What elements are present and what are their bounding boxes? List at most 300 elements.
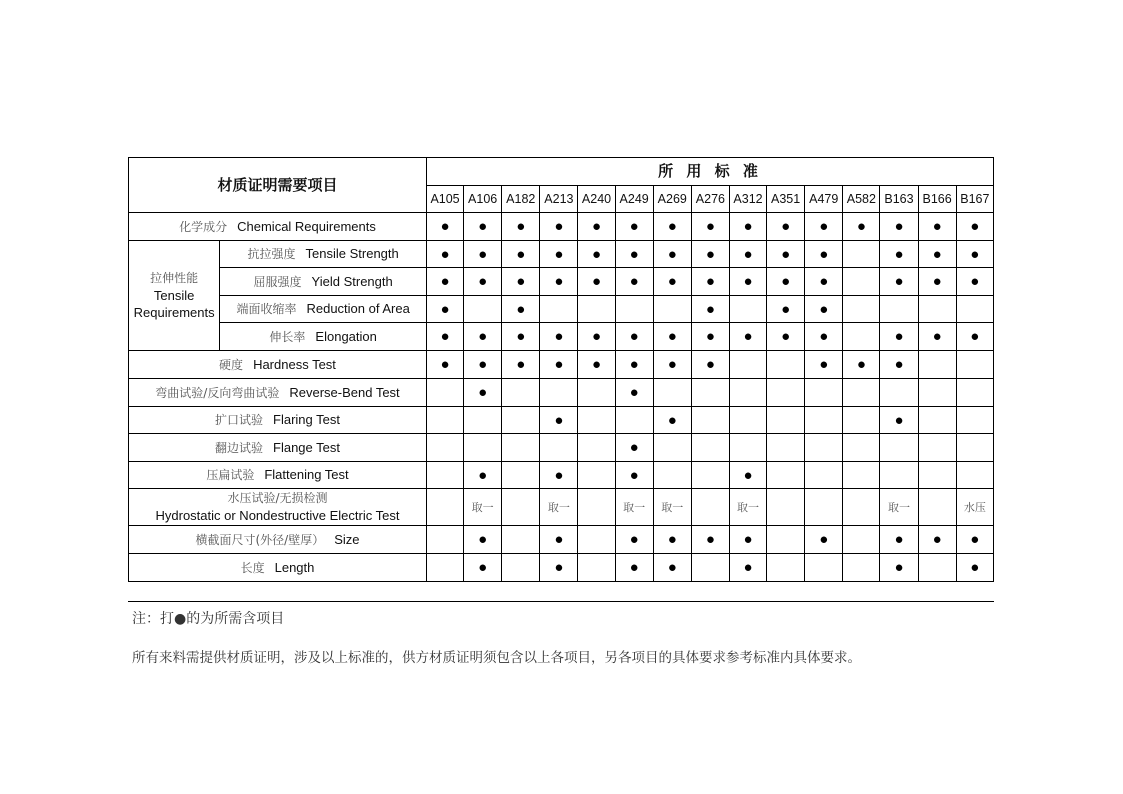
requirement-cell [691,379,729,407]
table-row [129,554,994,582]
requirement-cell [615,462,653,489]
requirement-cell [918,241,956,268]
row-label [129,526,427,554]
required-dot: ● [894,328,904,345]
requirement-cell [918,462,956,489]
table-row [129,462,994,489]
requirement-cell [843,462,880,489]
requirement-cell [615,268,653,296]
cell-text: 取一 [547,501,570,514]
row-label-cn: 化学成分 [179,219,228,234]
standards-header: 所 用 标 准 [426,158,993,186]
requirement-cell [805,213,843,241]
row-label-cn: 水压试验/无损检测 [227,491,328,505]
requirement-cell [502,268,540,296]
requirement-cell [918,268,956,296]
requirement-cell [805,489,843,526]
requirement-cell [805,351,843,379]
cell-text: 取一 [623,501,646,514]
requirement-cell [805,462,843,489]
requirement-cell [540,526,578,554]
required-dot: ● [705,245,715,263]
requirement-cell [918,323,956,351]
row-label-en: Chemical Requirements [237,218,376,234]
required-dot: ● [705,273,715,290]
standard-header-cell: A240 [578,186,615,213]
row-label-en: Flange Test [273,439,340,455]
required-dot: ● [629,531,639,548]
standard-header-cell: A105 [426,186,463,213]
requirement-cell [918,434,956,462]
required-dot: ● [932,328,942,345]
requirement-cell [805,268,843,296]
standard-header-cell: A249 [615,186,653,213]
required-dot: ● [440,300,450,318]
required-dot: ● [819,218,829,235]
requirement-cell [540,268,578,296]
requirement-cell [540,323,578,351]
required-dot: ● [894,245,904,263]
required-dot: ● [894,531,904,548]
requirement-cell [880,462,918,489]
requirement-cell [426,526,463,554]
requirement-cell [767,554,805,582]
requirement-cell [578,296,615,323]
required-dot: ● [516,273,526,290]
table-row [129,526,994,554]
requirement-cell [956,434,993,462]
requirement-cell [426,268,463,296]
required-dot: ● [932,245,942,263]
requirement-cell [843,296,880,323]
row-label [129,379,427,407]
required-dot: ● [970,273,980,290]
required-dot: ● [705,300,715,318]
required-dot: ● [554,466,564,484]
requirement-cell [805,323,843,351]
required-dot: ● [932,273,942,290]
required-dot: ● [478,384,488,401]
required-dot: ● [781,245,791,263]
required-dot: ● [478,531,488,548]
requirement-cell [843,351,880,379]
required-dot: ● [819,356,829,373]
group-label-cn: 拉伸性能 [150,271,199,285]
requirement-cell [880,554,918,582]
requirement-cell [918,379,956,407]
requirement-cell [426,489,463,526]
table-row [129,296,994,323]
required-dot: ● [781,273,791,290]
requirement-cell [464,268,502,296]
requirement-cell [653,296,691,323]
requirement-cell [578,554,615,582]
requirement-cell [464,489,502,526]
required-dot: ● [554,328,564,345]
required-dot: ● [554,245,564,263]
required-dot: ● [440,356,450,373]
row-label-cn: 压扁试验 [206,468,255,482]
required-dot: ● [516,218,526,235]
row-label-cn: 硬度 [219,357,244,372]
requirement-cell [691,462,729,489]
row-label-en: Flaring Test [273,412,340,427]
requirement-cell [880,296,918,323]
requirement-cell [426,554,463,582]
row-label [129,462,427,489]
requirement-cell [653,434,691,462]
required-dot: ● [667,411,677,429]
requirement-cell [956,323,993,351]
requirement-cell [578,434,615,462]
row-label [129,407,427,434]
requirement-cell [805,554,843,582]
requirement-cell [880,241,918,268]
requirement-cell [578,489,615,526]
requirement-cell [426,379,463,407]
requirement-cell [843,323,880,351]
required-dot: ● [743,218,753,235]
required-dot: ● [894,559,904,576]
requirement-cell [805,379,843,407]
row-label-cn: 扩口试验 [215,413,264,427]
requirement-cell [767,268,805,296]
requirement-cell [729,462,766,489]
requirement-cell [464,213,502,241]
required-dot: ● [856,356,866,373]
required-dot: ● [970,559,980,576]
requirement-cell [578,213,615,241]
requirement-cell [691,554,729,582]
required-dot: ● [743,559,753,576]
requirement-cell [691,351,729,379]
required-dot: ● [932,531,942,548]
required-dot: ● [894,356,904,373]
requirement-cell [805,526,843,554]
required-dot: ● [478,356,488,373]
requirement-cell [540,489,578,526]
requirement-cell [502,323,540,351]
requirement-cell [691,213,729,241]
required-dot: ● [516,328,526,345]
material-requirements-table [128,157,994,582]
requirement-cell [615,526,653,554]
required-dot: ● [554,559,564,576]
required-dot: ● [743,531,753,548]
requirement-cell [615,379,653,407]
requirement-description: 所有来料需提供材质证明，涉及以上标准的，供方材质证明须包含以上各项目，另各项目的具体要求参考标准内具体要求。 [132,650,861,666]
requirement-cell [918,407,956,434]
group-label-en2: Requirements [133,305,215,320]
row-label-en: Yield Strength [311,273,393,289]
required-dot: ● [970,218,980,235]
requirement-cell [615,323,653,351]
requirement-cell [880,268,918,296]
table-row [129,241,994,268]
requirement-cell [805,296,843,323]
table-row [129,407,994,434]
requirement-cell [653,268,691,296]
requirement-cell [502,434,540,462]
requirement-cell [653,213,691,241]
required-dot: ● [970,328,980,345]
standard-header-cell: A269 [653,186,691,213]
standard-header-cell: A312 [729,186,766,213]
divider-line [128,601,994,602]
required-dot: ● [781,328,791,345]
requirement-cell [502,407,540,434]
requirement-cell [615,489,653,526]
requirement-cell [729,379,766,407]
requirement-cell [805,434,843,462]
required-dot: ● [819,328,829,345]
required-dot: ● [667,356,677,373]
requirement-cell [843,241,880,268]
required-dot: ● [894,273,904,290]
requirement-cell [956,241,993,268]
row-label-cn: 抗拉强度 [247,247,296,261]
requirement-cell [464,526,502,554]
requirement-cell [578,462,615,489]
row-label-en: Flattening Test [264,467,349,482]
requirement-cell [426,241,463,268]
requirement-cell [880,351,918,379]
requirement-cell [956,489,993,526]
standard-header-cell: A582 [843,186,880,213]
requirement-cell [426,407,463,434]
required-dot: ● [705,328,715,345]
requirement-cell [729,407,766,434]
required-dot: ● [667,245,677,263]
required-dot: ● [478,245,488,263]
row-label-en: Reduction of Area [306,301,410,316]
requirement-cell [956,462,993,489]
requirement-cell [578,351,615,379]
required-dot: ● [591,245,602,263]
sub-row-label [220,323,427,351]
requirement-cell [615,434,653,462]
requirement-cell [767,379,805,407]
requirement-cell [767,526,805,554]
required-dot: ● [743,466,753,484]
required-dot: ● [554,531,564,548]
required-dot: ● [440,245,450,263]
requirement-cell [540,554,578,582]
row-label-en: Hydrostatic or Nondestructive Electric Test [155,508,400,523]
requirement-cell [653,407,691,434]
requirement-cell [464,407,502,434]
requirement-cell [653,351,691,379]
requirement-cell [502,462,540,489]
requirement-cell [767,296,805,323]
requirement-cell [918,213,956,241]
requirement-cell [767,323,805,351]
footnote: 注：打●的为所需含项目 [132,611,285,627]
required-dot: ● [440,273,450,290]
required-dot: ● [629,328,639,345]
cell-text: 取一 [661,501,684,514]
required-dot: ● [781,300,791,318]
requirement-cell [653,554,691,582]
requirement-cell [540,379,578,407]
required-dot: ● [970,245,980,263]
standard-header-cell: A182 [502,186,540,213]
requirement-cell [502,296,540,323]
required-dot: ● [970,531,980,548]
requirement-cell [843,489,880,526]
requirement-cell [918,526,956,554]
row-label-cn: 横截面尺寸(外径/壁厚） [195,532,325,547]
required-dot: ● [819,245,829,263]
requirement-cell [729,213,766,241]
requirement-cell [653,241,691,268]
requirement-cell [767,213,805,241]
required-dot: ● [629,273,639,290]
requirement-cell [691,296,729,323]
requirement-cell [502,554,540,582]
requirement-cell [843,434,880,462]
requirement-cell [880,379,918,407]
required-dot: ● [591,273,602,290]
requirement-cell [956,554,993,582]
requirement-cell [653,489,691,526]
required-dot: ● [478,466,488,484]
required-dot: ● [440,218,450,235]
requirement-cell [767,351,805,379]
requirement-cell [956,407,993,434]
sub-row-label [220,268,427,296]
table-row [129,351,994,379]
required-dot: ● [705,531,715,548]
requirement-cell [426,296,463,323]
required-dot: ● [629,356,639,373]
requirement-cell [843,526,880,554]
requirement-cell [729,351,766,379]
requirement-cell [843,407,880,434]
required-dot: ● [819,531,829,548]
requirement-cell [464,323,502,351]
requirement-cell [691,241,729,268]
requirement-cell [653,462,691,489]
requirement-cell [615,407,653,434]
requirement-cell [426,462,463,489]
requirement-cell [464,379,502,407]
required-dot: ● [856,218,866,235]
requirement-cell [615,296,653,323]
requirement-cell [729,241,766,268]
required-dot: ● [932,218,942,235]
required-dot: ● [516,245,526,263]
required-dot: ● [819,273,829,290]
requirement-cell [540,351,578,379]
requirement-cell [729,554,766,582]
required-dot: ● [667,273,677,290]
requirement-cell [578,379,615,407]
requirement-cell [767,407,805,434]
standard-header-cell: B163 [880,186,918,213]
requirement-cell [805,407,843,434]
requirement-cell [956,526,993,554]
requirement-cell [578,323,615,351]
row-label [129,554,427,582]
table-row [129,213,994,241]
required-dot: ● [591,218,602,235]
required-dot: ● [894,411,904,429]
requirement-cell [918,554,956,582]
requirement-cell [540,462,578,489]
sub-row-label [220,296,427,323]
requirement-cell [767,462,805,489]
standard-header-cell: B167 [956,186,993,213]
required-dot: ● [478,273,488,290]
required-dot: ● [440,328,450,345]
requirement-cell [918,351,956,379]
table-row [129,323,994,351]
row-label [129,489,427,526]
requirement-cell [691,407,729,434]
required-dot: ● [554,273,564,290]
required-dot: ● [819,300,829,318]
requirement-cell [956,213,993,241]
cell-text: 取一 [887,501,910,514]
requirement-cell [880,489,918,526]
required-dot: ● [667,218,677,235]
required-dot: ● [705,218,715,235]
requirement-cell [880,407,918,434]
requirement-cell [880,213,918,241]
required-dot: ● [591,356,602,373]
requirement-cell [464,296,502,323]
table-row [129,434,994,462]
required-dot: ● [478,559,488,576]
group-label-en1: Tensile [153,288,195,303]
row-label-cn: 长度 [240,560,265,575]
row-label-en: Size [334,531,360,547]
row-label-en: Elongation [315,328,377,344]
requirement-cell [502,213,540,241]
requirement-cell [691,489,729,526]
requirement-cell [729,296,766,323]
row-label [129,434,427,462]
row-label [129,351,427,379]
tensile-group-label [129,241,220,351]
required-dot: ● [478,218,488,235]
cell-text: 取一 [471,501,494,514]
requirement-cell [691,323,729,351]
standard-header-cell: A106 [464,186,502,213]
requirement-cell [729,434,766,462]
requirement-cell [843,213,880,241]
requirement-cell [615,351,653,379]
requirement-cell [502,379,540,407]
required-dot: ● [743,328,753,345]
requirement-cell [615,213,653,241]
requirement-cell [464,351,502,379]
requirement-cell [956,268,993,296]
requirement-cell [918,296,956,323]
requirement-cell [540,296,578,323]
required-dot: ● [554,356,564,373]
required-dot: ● [629,466,639,484]
requirement-cell [729,526,766,554]
requirement-cell [502,489,540,526]
requirement-cell [615,241,653,268]
requirement-cell [464,241,502,268]
required-dot: ● [554,218,564,235]
required-dot: ● [667,559,677,576]
requirement-cell [956,351,993,379]
requirement-cell [464,434,502,462]
